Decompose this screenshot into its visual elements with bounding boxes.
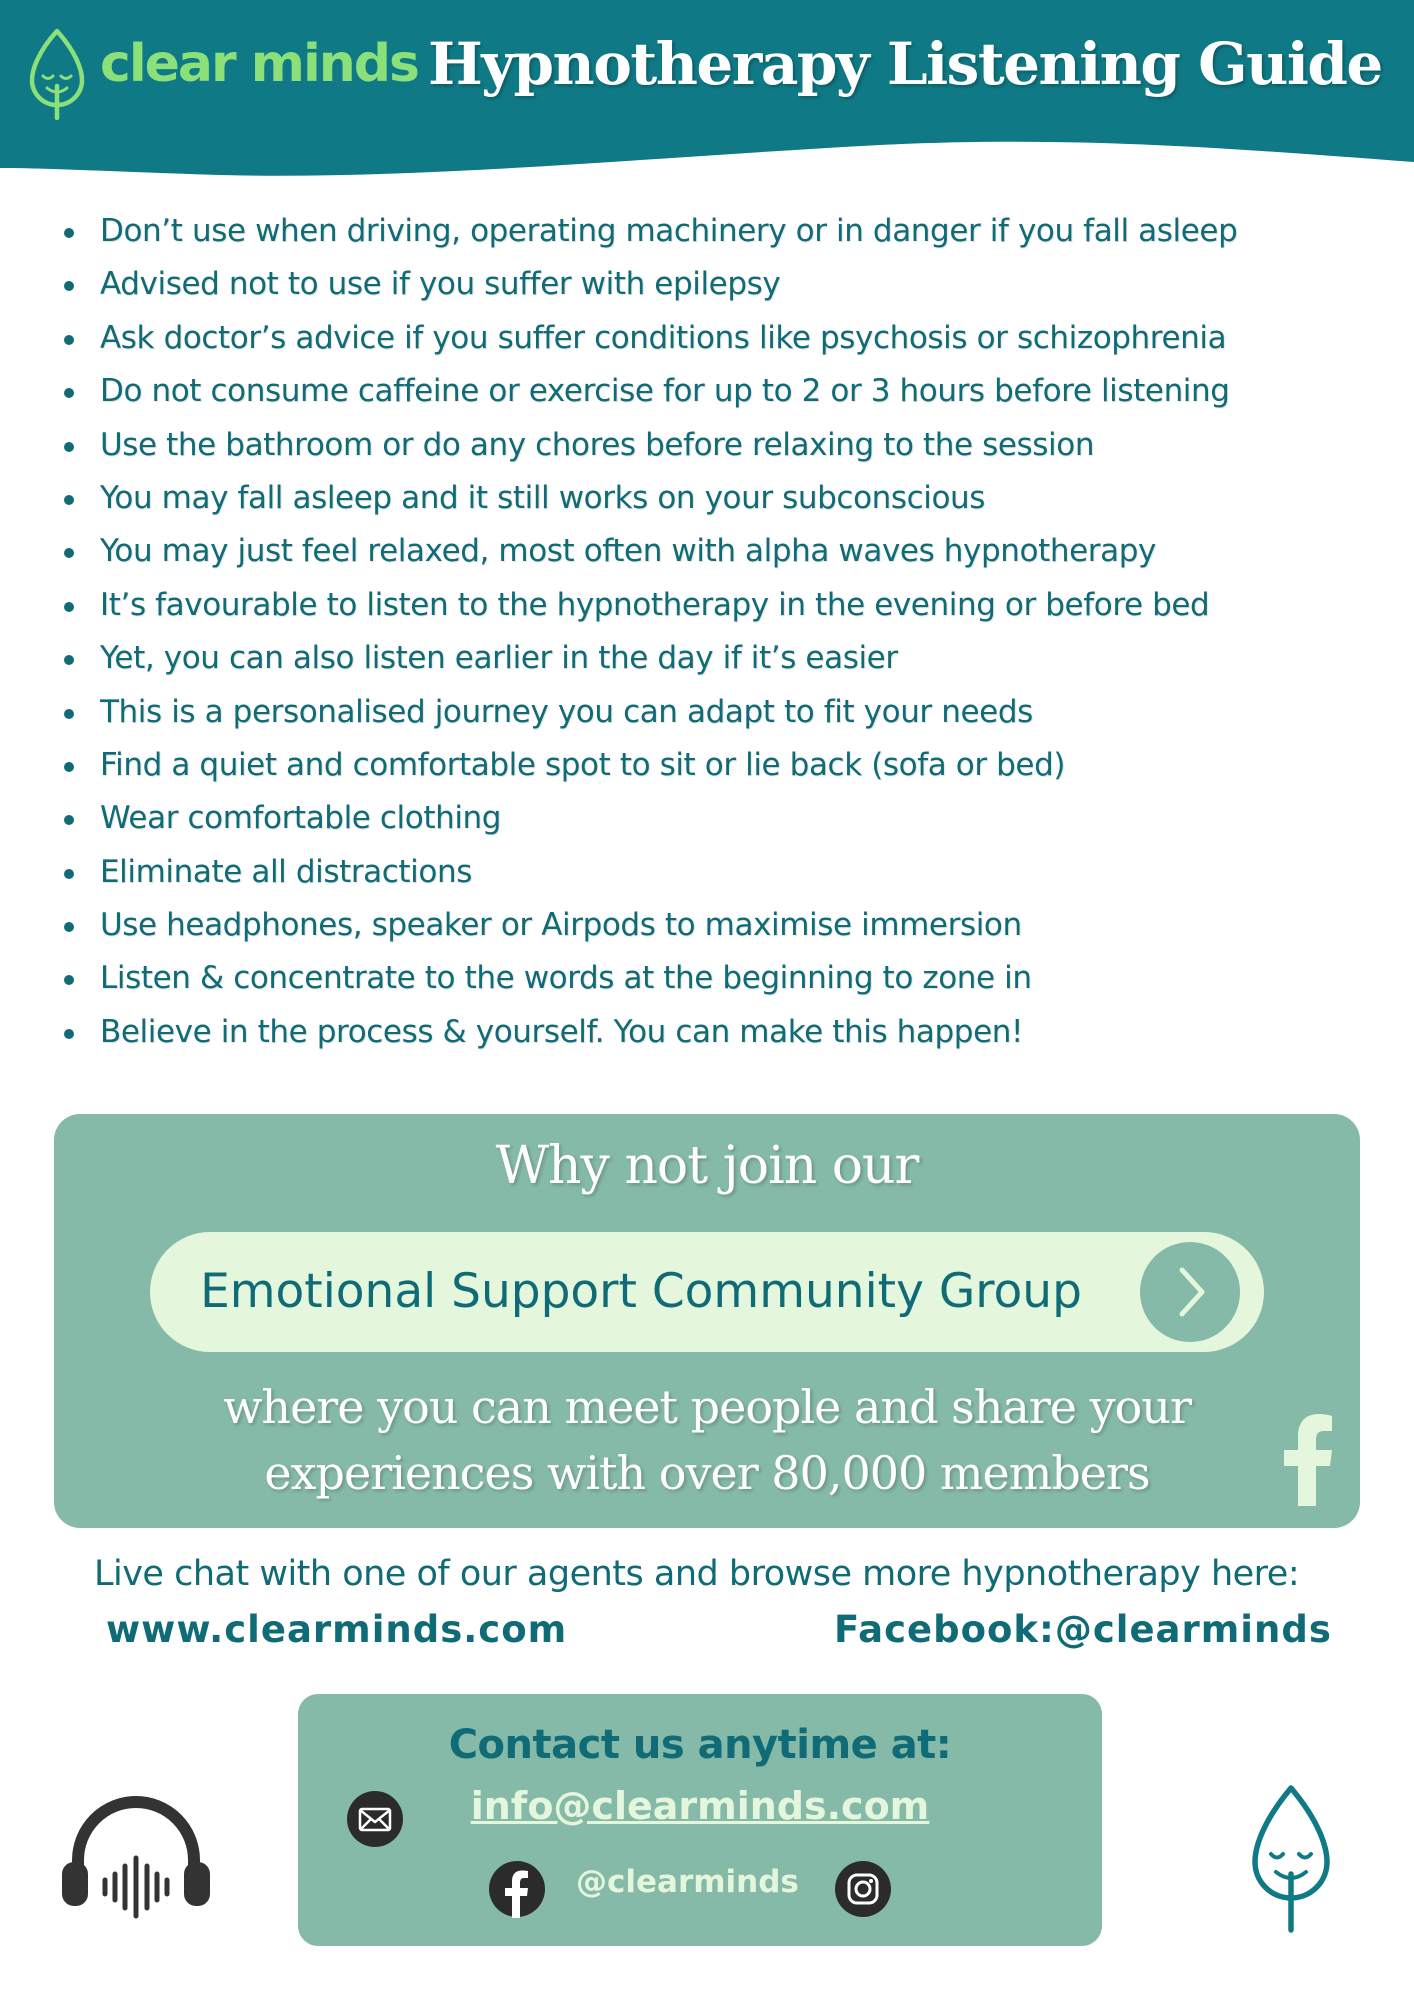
website-link[interactable]: www.clearminds.com — [106, 1608, 568, 1651]
contact-heading: Contact us anytime at: — [448, 1722, 952, 1768]
list-item: Eliminate all distractions — [60, 846, 1390, 899]
livechat-text: Live chat with one of our agents and browse more hypnotherapy here: — [94, 1554, 1300, 1594]
list-item: Yet, you can also listen earlier in the day if it’s easier — [60, 632, 1390, 685]
list-item: Find a quiet and comfortable spot to sit or lie back (sofa or bed) — [60, 739, 1390, 792]
chevron-right-icon[interactable] — [1140, 1242, 1240, 1342]
community-group-label: Emotional Support Community Group — [200, 1264, 1082, 1319]
list-item: Wear comfortable clothing — [60, 792, 1390, 845]
tips-list — [60, 205, 1390, 1059]
list-item: Believe in the process & yourself. You can make this happen! — [60, 1006, 1390, 1059]
page-title: Hypnotherapy Listening Guide — [428, 30, 1382, 98]
email-link[interactable]: info@clearminds.com — [470, 1784, 930, 1828]
community-description — [54, 1374, 1360, 1506]
list-item: Use the bathroom or do any chores before relaxing to the session — [60, 419, 1390, 472]
facebook-icon[interactable] — [1282, 1414, 1334, 1506]
list-item: Advised not to use if you suffer with epilepsy — [60, 258, 1390, 311]
leaf-face-icon — [28, 28, 86, 120]
list-item: Listen & concentrate to the words at the beginning to zone in — [60, 952, 1390, 1005]
community-group-button[interactable] — [150, 1232, 1264, 1352]
contact-panel — [298, 1694, 1102, 1946]
facebook-link[interactable]: Facebook:@clearminds — [834, 1608, 1332, 1651]
community-line-2: experiences with over 80,000 members — [264, 1446, 1150, 1500]
list-item: Don’t use when driving, operating machinery or in danger if you fall asleep — [60, 205, 1390, 258]
brand-logo-text: clear minds — [100, 34, 418, 94]
list-item: You may fall asleep and it still works on your subconscious — [60, 472, 1390, 525]
facebook-icon[interactable] — [488, 1860, 546, 1918]
social-handle[interactable]: @clearminds — [576, 1864, 799, 1900]
list-item: Ask doctor’s advice if you suffer conditions like psychosis or schizophrenia — [60, 312, 1390, 365]
list-item: Do not consume caffeine or exercise for up to 2 or 3 hours before listening — [60, 365, 1390, 418]
community-panel — [54, 1114, 1360, 1528]
leaf-face-icon — [1250, 1782, 1332, 1934]
list-item: This is a personalised journey you can adapt to fit your needs — [60, 686, 1390, 739]
community-line-1: where you can meet people and share your — [223, 1380, 1191, 1434]
list-item: It’s favourable to listen to the hypnotherapy in the evening or before bed — [60, 579, 1390, 632]
list-item: Use headphones, speaker or Airpods to maximise immersion — [60, 899, 1390, 952]
community-heading: Why not join our — [495, 1136, 919, 1196]
instagram-icon[interactable] — [834, 1860, 892, 1918]
headphones-icon — [58, 1790, 214, 1920]
list-item: You may just feel relaxed, most often with alpha waves hypnotherapy — [60, 525, 1390, 578]
